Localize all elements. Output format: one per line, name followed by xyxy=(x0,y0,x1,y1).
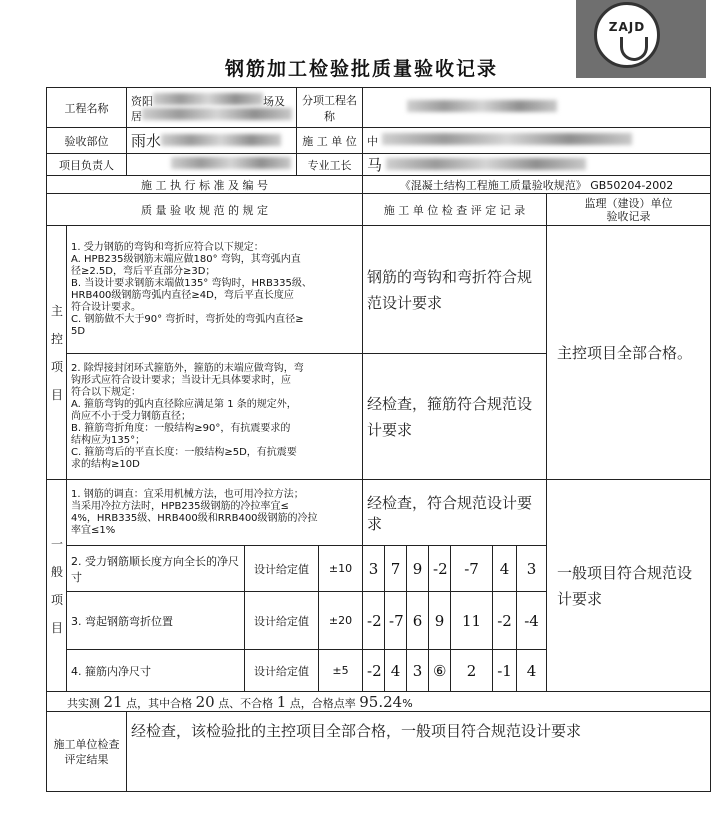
measured-value: -2 xyxy=(363,650,385,692)
measured-value: 4 xyxy=(385,650,407,692)
construction-unit-value: 中 xyxy=(363,128,711,154)
measured-value: -4 xyxy=(517,592,547,650)
spec-column-header: 质 量 验 收 规 范 的 规 定 xyxy=(47,194,363,226)
result-handwriting: 经检查，该检验批的主控项目全部合格，一般项目符合规范设计要求 xyxy=(127,712,711,792)
main-control-record-1: 钢筋的弯钩和弯折符合规范设计要求 xyxy=(363,226,547,354)
project-name-value: 资阳 场及 居 xyxy=(127,88,297,128)
project-name-label: 工程名称 xyxy=(47,88,127,128)
main-control-label: 主 控 项 目 xyxy=(47,226,67,480)
measured-value: 4 xyxy=(493,546,517,592)
supervision-column-header: 监理（建设）单位 验收记录 xyxy=(547,194,711,226)
tolerance: ±5 xyxy=(319,650,363,692)
inspection-record-table xyxy=(46,87,711,792)
general-item-1: 1. 钢筋的调直：宜采用机械方法，也可用冷拉方法； 当采用冷拉方法时，HPB235级钢筋的冷拉率宜≤ 4%，HRB335级、HRB400级和RRB400级钢筋的冷拉 率宜≤1% xyxy=(67,480,363,546)
general-row-3-label: 3. 弯起钢筋弯折位置 xyxy=(67,592,245,650)
measured-value: -1 xyxy=(493,650,517,692)
acceptance-part-value: 雨水 xyxy=(127,128,297,154)
construction-unit-label: 施 工 单 位 xyxy=(297,128,363,154)
general-record-1: 经检查，符合规范设计要求 xyxy=(363,480,547,546)
result-label: 施工单位检查评定结果 xyxy=(47,712,127,792)
measured-value: -7 xyxy=(385,592,407,650)
general-supervision-record: 一般项目符合规范设计要求 xyxy=(547,480,711,692)
measured-value: 9 xyxy=(407,546,429,592)
page-title: 钢筋加工检验批质量验收记录 xyxy=(224,58,498,80)
project-manager-label: 项目负责人 xyxy=(47,154,127,176)
measured-value: 7 xyxy=(385,546,407,592)
measured-value: 9 xyxy=(429,592,451,650)
measured-value: -2 xyxy=(363,592,385,650)
standard-value: 《混凝土结构工程施工质量验收规范》 GB50204-2002 xyxy=(363,176,711,194)
construction-check-column-header: 施 工 单 位 检 查 评 定 记 录 xyxy=(363,194,547,226)
sub-project-label: 分项工程名称 xyxy=(297,88,363,128)
measured-value: 3 xyxy=(517,546,547,592)
main-control-supervision-record: 主控项目全部合格。 xyxy=(547,226,711,480)
measured-value: -2 xyxy=(493,592,517,650)
design-value-label: 设计给定值 xyxy=(245,546,319,592)
summary-row: 共实测 21 点，其中合格 20 点、不合格 1 点，合格点率 95.24% xyxy=(47,692,711,712)
general-row-2-label: 2. 受力钢筋顺长度方向全长的净尺寸 xyxy=(67,546,245,592)
logo-text: ZAJD xyxy=(608,20,646,34)
sub-project-value xyxy=(363,88,711,128)
project-manager-value xyxy=(127,154,297,176)
standard-label: 施 工 执 行 标 准 及 编 号 xyxy=(47,176,363,194)
foreman-value: 马 xyxy=(363,154,711,176)
design-value-label: 设计给定值 xyxy=(245,650,319,692)
main-control-item-2: 2. 除焊接封闭环式箍筋外，箍筋的末端应做弯钩，弯 钩形式应符合设计要求；当设计无具体要求时，应 符合以下规定： A. 箍筋弯钩的弧内直径除应满足第 1 条的规定外， 尚应不小于受力钢筋直径； B. 箍筋弯折角度：一般结构≥90°，有抗震要求的 结构应为135°； C. 箍筋弯后的平直长度：一般结构≥5D，有抗震要 求的结构≥10D xyxy=(67,354,363,480)
measured-value: 3 xyxy=(363,546,385,592)
foreman-label: 专业工长 xyxy=(297,154,363,176)
measured-value: 4 xyxy=(517,650,547,692)
general-row-4-label: 4. 箍筋内净尺寸 xyxy=(67,650,245,692)
acceptance-part-label: 验收部位 xyxy=(47,128,127,154)
measured-value: 2 xyxy=(451,650,493,692)
measured-value: 11 xyxy=(451,592,493,650)
measured-value: 3 xyxy=(407,650,429,692)
measured-value: -2 xyxy=(429,546,451,592)
main-control-item-1: 1. 受力钢筋的弯钩和弯折应符合以下规定： A. HPB235级钢筋末端应做180° 弯钩，其弯弧内直 径≥2.5D，弯后平直部分≥3D； B. 当设计要求钢筋末端做135° 弯钩时，HRB335级、 HRB400级钢筋弯弧内直径≥4D，弯后平直长度应 符合设计要求。 C. 钢筋做不大于90° 弯折时，弯折处的弯弧内直径≥ 5D xyxy=(67,226,363,354)
main-control-record-2: 经检查，箍筋符合规范设计要求 xyxy=(363,354,547,480)
measured-value: ⑥ xyxy=(429,650,451,692)
measured-value: -7 xyxy=(451,546,493,592)
tolerance: ±20 xyxy=(319,592,363,650)
tolerance: ±10 xyxy=(319,546,363,592)
measured-value: 6 xyxy=(407,592,429,650)
general-label: 一 般 项 目 xyxy=(47,480,67,692)
design-value-label: 设计给定值 xyxy=(245,592,319,650)
